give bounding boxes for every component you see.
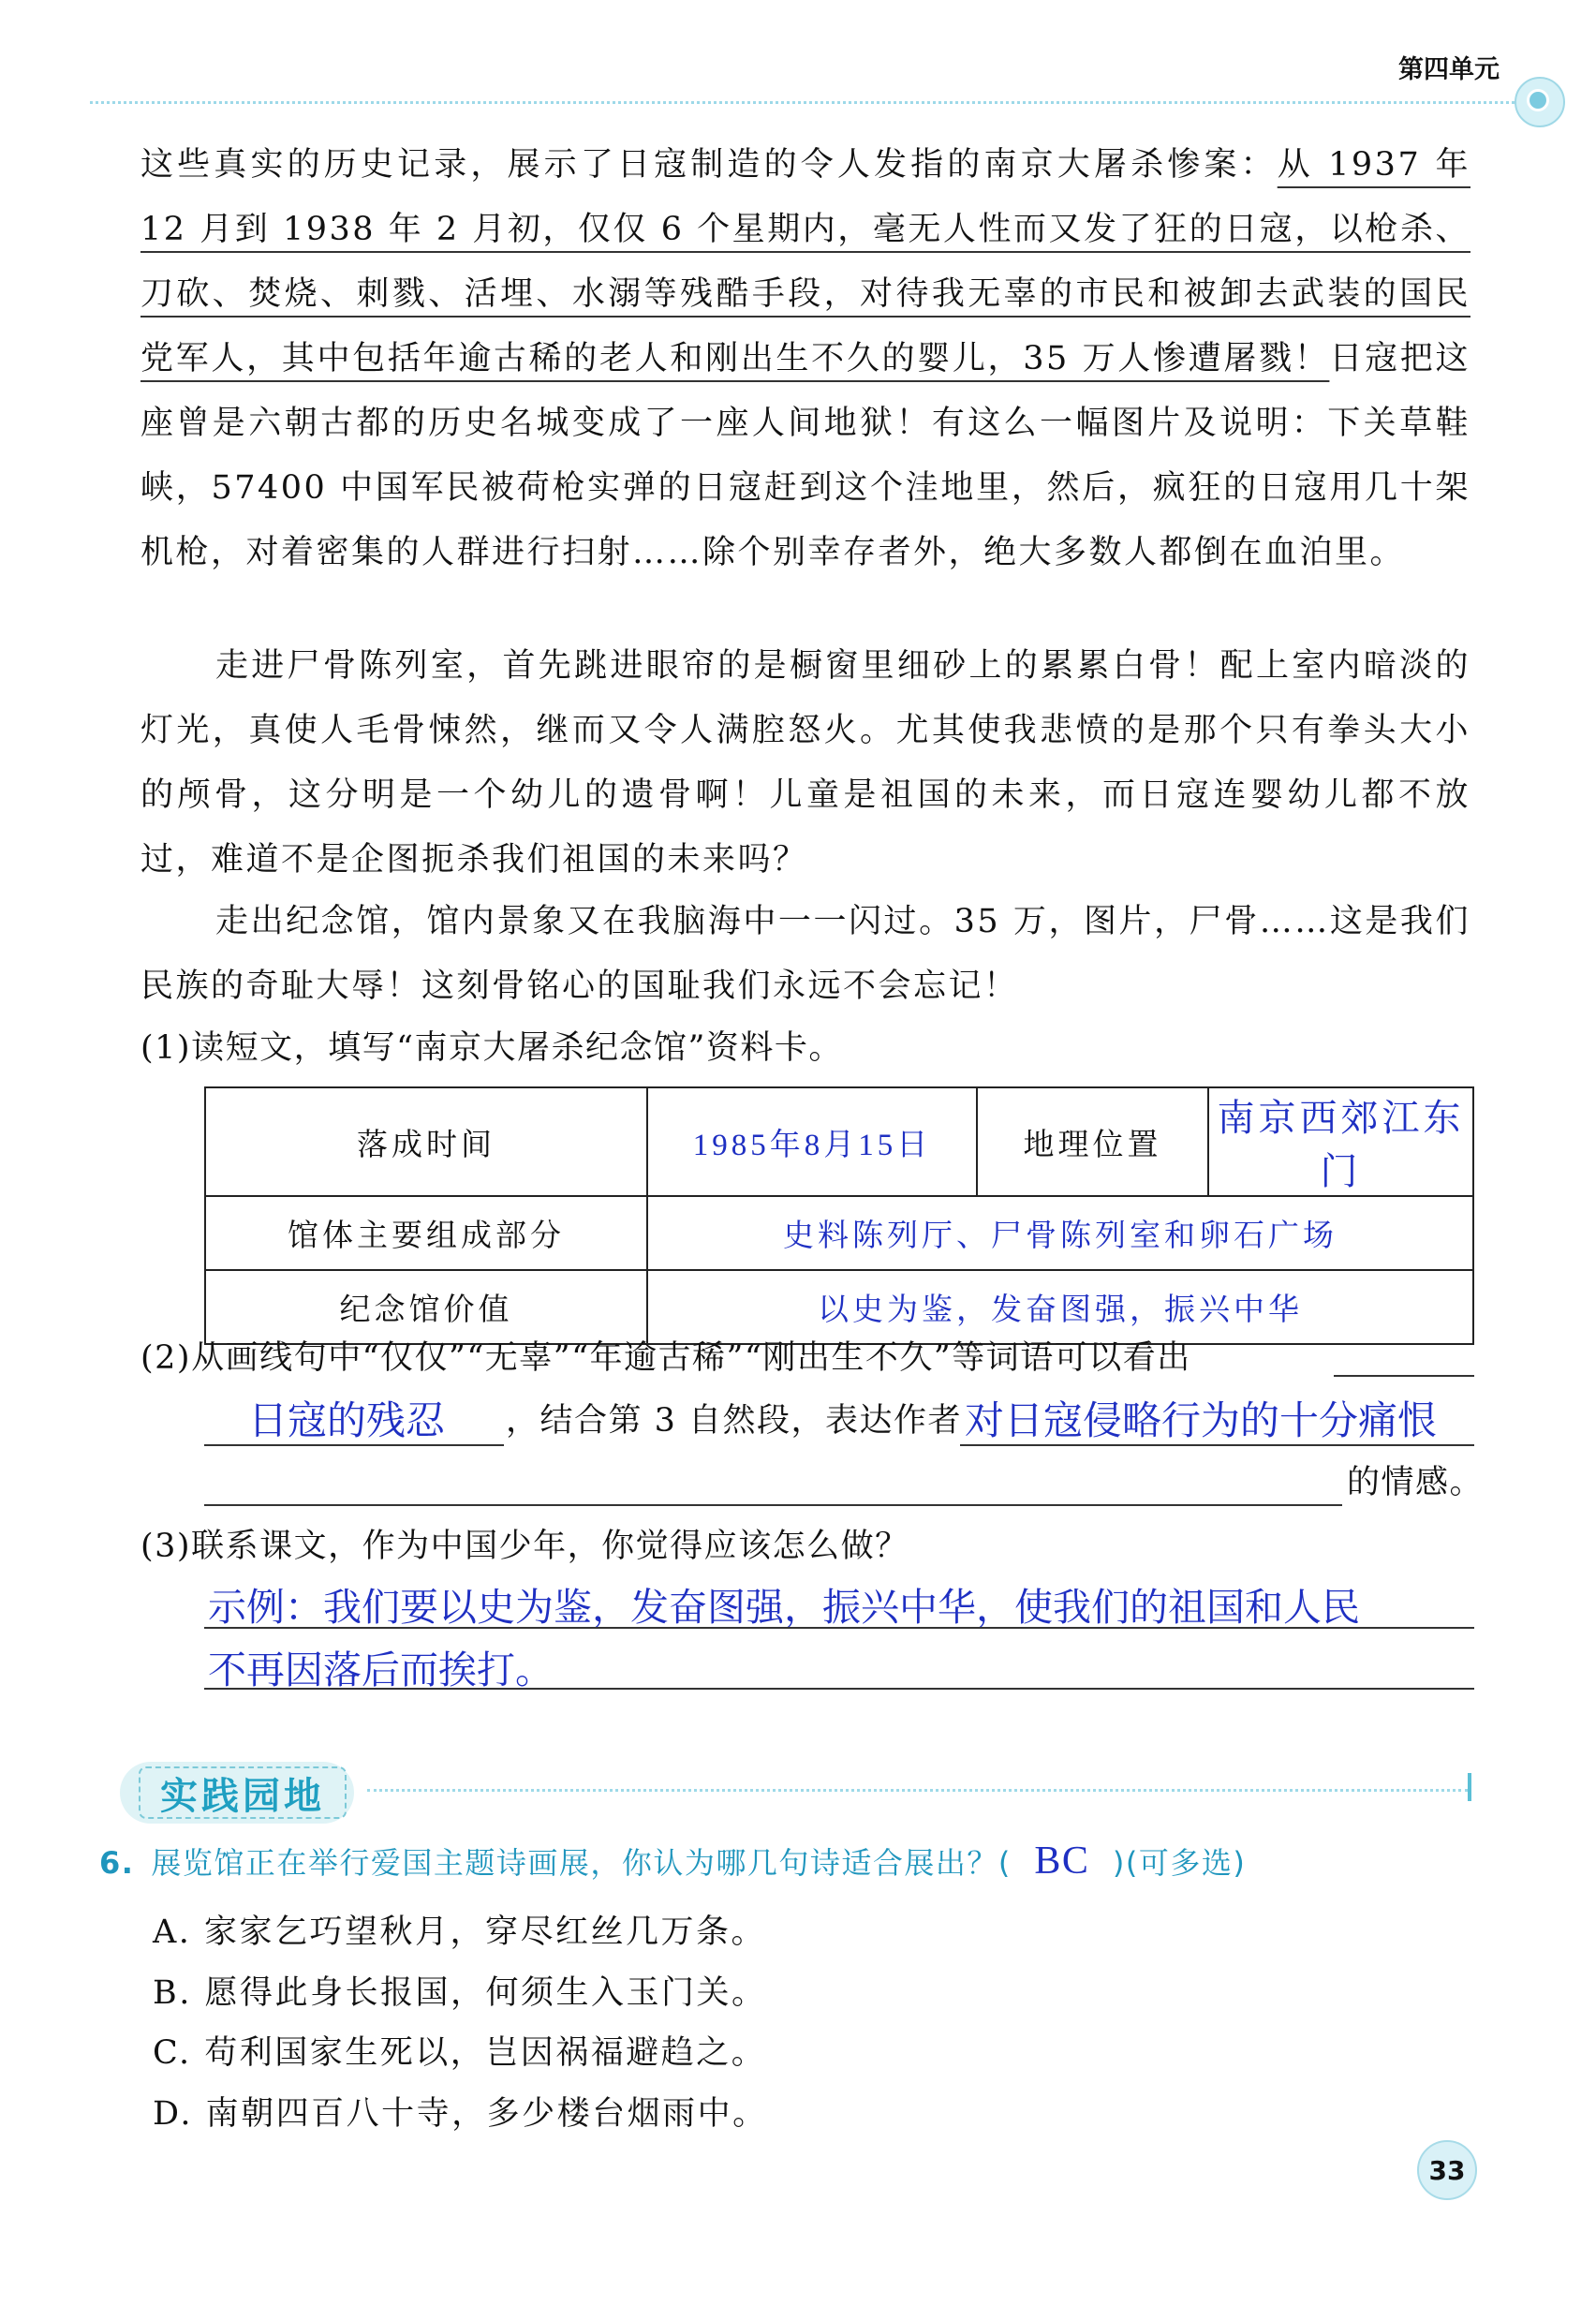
paragraph-1-rest: 日寇把这座曾是六朝古都的历史名城变成了一座人间地狱！有这么一幅图片及说明：下关草鞋峡，57400 中国军民被荷枪实弹的日寇赶到这个洼地里，然后，疯狂的日寇用几十架机枪，对着密集的人群进行扫射……除个别幸存者外，绝大多数人都倒在血泊里。 [140, 340, 1470, 571]
answer-completion-time: 1985年8月15日 [647, 1087, 977, 1196]
question-3-answer-line-1: 示例：我们要以史为鉴，发奋图强，振兴中华，使我们的祖国和人民 [208, 1586, 1360, 1629]
table-row [205, 1087, 1473, 1196]
question-2-answer-b: 对日寇侵略行为的十分痛恨 [965, 1400, 1438, 1443]
section-divider [367, 1789, 1468, 1792]
table-row [205, 1196, 1473, 1270]
flower-center-icon [1527, 89, 1549, 111]
section-divider-end [1468, 1773, 1471, 1801]
section-title: 实践园地 [139, 1766, 347, 1819]
question-6-answer: BC [1034, 1840, 1090, 1883]
option-d: D. 南朝四百八十寺，多少楼台烟雨中。 [153, 2095, 768, 2133]
option-b: B. 愿得此身长报国，何须生入玉门关。 [153, 1974, 767, 2012]
table-row [205, 1270, 1473, 1344]
question-1-prompt: (1)读短文，填写“南京大屠杀纪念馆”资料卡。 [140, 1029, 843, 1067]
question-3-answer-line-2: 不再因落后而挨打。 [208, 1648, 554, 1692]
page-number: 33 [1417, 2140, 1477, 2200]
label-memorial-value: 纪念馆价值 [205, 1270, 647, 1344]
answer-main-parts: 史料陈列厅、尸骨陈列室和卵石广场 [647, 1196, 1473, 1270]
blank-line [1334, 1375, 1474, 1377]
question-3-prompt: (3)联系课文，作为中国少年，你觉得应该怎么做？ [140, 1528, 909, 1565]
underlined-sentence: 从 1937 年 12 月到 1938 年 2 月初，仅仅 6 个星期内，毫无人性而又发了狂的日寇，以枪杀、刀砍、焚烧、刺戮、活埋、水溺等残酷手段，对待我无辜的市民和被卸去武装的国民党军人，其中包括年逾古稀的老人和刚出生不久的婴儿，35 万人惨遭屠戮！ [140, 146, 1470, 377]
paragraph-1-intro: 这些真实的历史记录，展示了日寇制造的令人发指的南京大屠杀惨案： [140, 146, 1278, 184]
unit-title: 第四单元 [1398, 55, 1500, 84]
question-number: 6. [99, 1845, 135, 1881]
label-completion-time: 落成时间 [205, 1087, 647, 1196]
question-6-text: 展览馆正在举行爱国主题诗画展，你认为哪几句诗适合展出？( [151, 1845, 1012, 1881]
label-location: 地理位置 [977, 1087, 1208, 1196]
question-2-answer-a: 日寇的残忍 [248, 1400, 446, 1443]
answer-location: 南京西郊江东门 [1208, 1087, 1473, 1196]
paragraph-1 [140, 133, 1470, 585]
option-a: A. 家家乞巧望秋月，穿尽红丝几万条。 [153, 1913, 767, 1951]
question-2-prompt-b: ，结合第 3 自然段，表达作者 [506, 1402, 963, 1440]
answer-blank-line [204, 1688, 1474, 1690]
answer-blank-line [204, 1627, 1474, 1629]
label-main-parts: 馆体主要组成部分 [205, 1196, 647, 1270]
question-2-prompt-c: 的情感。 [1347, 1464, 1485, 1501]
option-c: C. 苟利国家生死以，岂因祸福避趋之。 [153, 2034, 767, 2072]
question-6-suffix: )(可多选) [1112, 1845, 1247, 1881]
blank-line [204, 1504, 1342, 1506]
paragraph-2: 走进尸骨陈列室，首先跳进眼帘的是橱窗里细砂上的累累白骨！配上室内暗淡的灯光，真使人毛骨悚然，继而又令人满腔怒火。尤其使我悲愤的是那个只有拳头大小的颅骨，这分明是一个幼儿的遗骨啊！儿童是祖国的未来，而日寇连婴幼儿都不放过，难道不是企图扼杀我们祖国的未来吗？ [140, 647, 1470, 879]
paragraph-3: 走出纪念馆，馆内景象又在我脑海中一一闪过。35 万，图片，尸骨……这是我们民族的奇耻大辱！这刻骨铭心的国耻我们永远不会忘记！ [140, 903, 1470, 1005]
answer-memorial-value: 以史为鉴，发奋图强，振兴中华 [647, 1270, 1473, 1344]
header-divider [90, 101, 1537, 104]
question-6-prompt [99, 1839, 1246, 1884]
question-2-prompt: (2)从画线句中“仅仅”“无辜”“年逾古稀”“刚出生不久”等词语可以看出 [140, 1339, 1191, 1377]
info-card-table [204, 1086, 1474, 1345]
